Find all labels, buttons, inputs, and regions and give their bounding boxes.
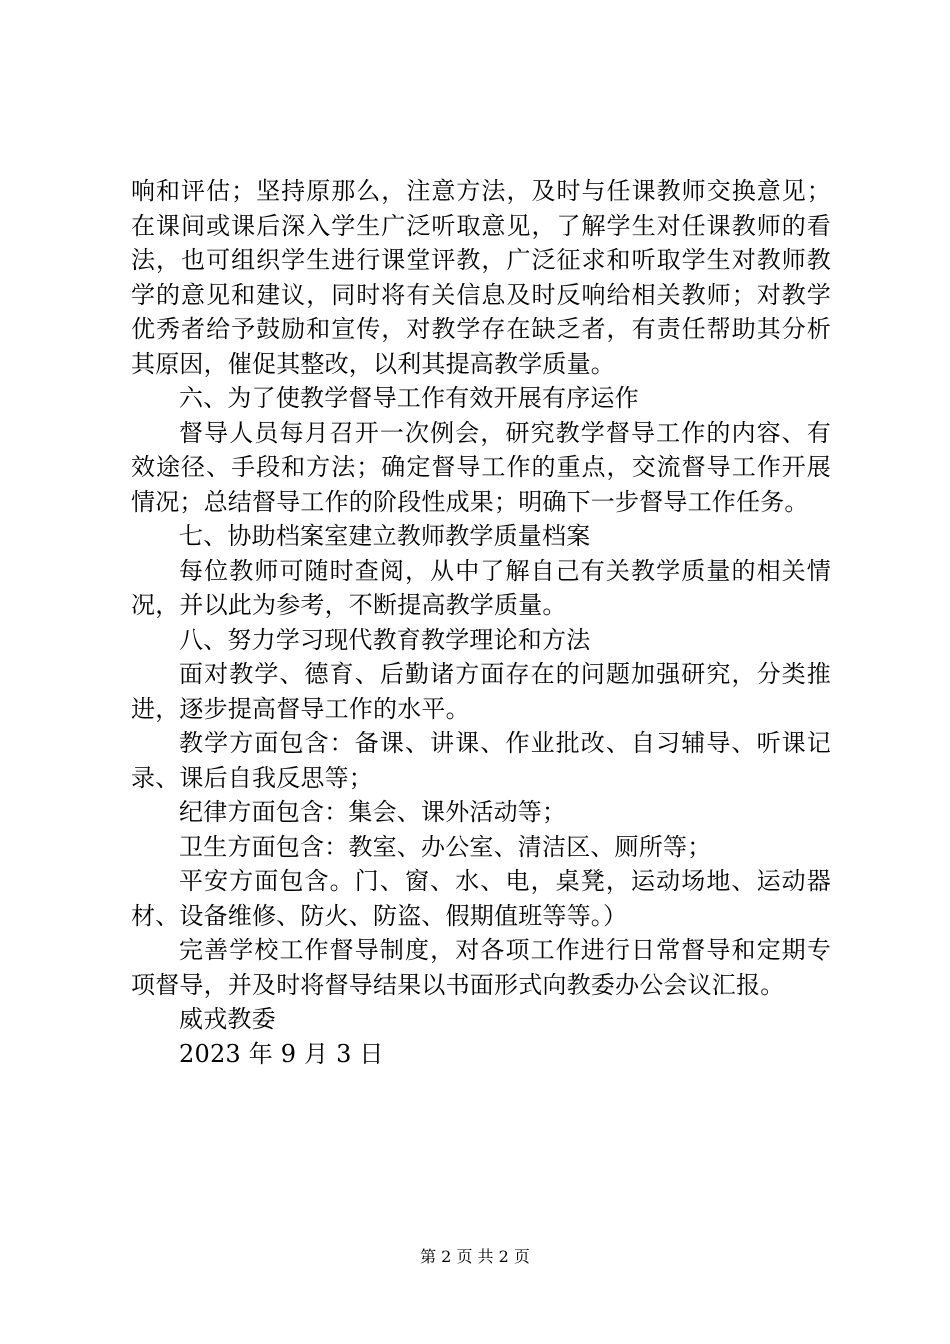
paragraph: 响和评估；坚持原那么，注意方法，及时与任课教师交换意见；在课间或课后深入学生广泛听取意见，了解学生对任课教师的看法，也可组织学生进行课堂评教，广泛征求和听取学生对教师教学的意见和建议，同时将有关信息及时反响给相关教师；对教学优秀者给予鼓励和宣传，对教学存在缺乏者，有责任帮助其分析其原因，催促其整改，以利其提高教学质量。	[131, 177, 831, 378]
signature-organization: 威戎教委	[179, 1005, 276, 1033]
paragraph: 教学方面包含：备课、讲课、作业批改、自习辅导、听课记录、课后自我反思等；	[131, 729, 831, 792]
page-footer: 第 2 页 共 2 页	[420, 1247, 530, 1266]
paragraph: 完善学校工作督导制度，对各项工作进行日常督导和定期专项督导，并及时将督导结果以书面形式向教委办公会议汇报。	[131, 936, 831, 999]
paragraph: 卫生方面包含：教室、办公室、清洁区、厕所等；	[179, 832, 712, 861]
paragraph: 纪律方面包含：集会、课外活动等；	[179, 798, 567, 826]
signature-date: 2023 年 9 月 3 日	[179, 1039, 384, 1068]
section-heading: 七、协助档案室建立教师教学质量档案	[179, 522, 591, 550]
paragraph: 每位教师可随时查阅，从中了解自己有关教学质量的相关情况，并以此为参考，不断提高教学质量。	[131, 556, 831, 619]
paragraph: 督导人员每月召开一次例会，研究教学督导工作的内容、有效途径、手段和方法；确定督导工作的重点，交流督导工作开展情况；总结督导工作的阶段性成果；明确下一步督导工作任务。	[131, 418, 831, 516]
paragraph: 平安方面包含。门、窗、水、电，桌凳，运动场地、运动器材、设备维修、防火、防盗、假期值班等等。）	[131, 867, 831, 930]
section-heading: 八、努力学习现代教育教学理论和方法	[179, 625, 591, 654]
paragraph: 面对教学、德育、后勤诸方面存在的问题加强研究，分类推进，逐步提高督导工作的水平。	[131, 660, 831, 723]
document-body	[131, 174, 831, 1071]
section-heading: 六、为了使教学督导工作有效开展有序运作	[179, 384, 639, 412]
